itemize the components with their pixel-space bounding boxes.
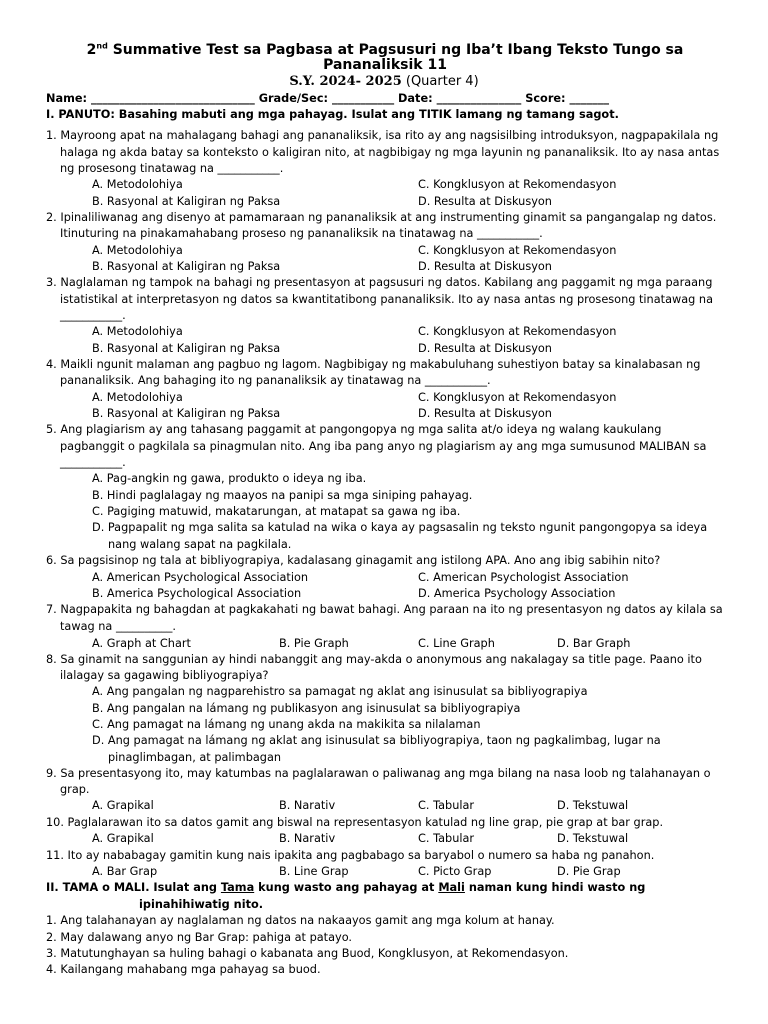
question-1-text: halaga ng akda batay sa konteksto o kaligiran nito, at nagbibigay ng mga layunin ng pananaliksik. Ito ay nasa antas xyxy=(60,146,720,159)
choice-6c: C. American Psychologist Association xyxy=(418,571,629,584)
choice-1c: C. Kongklusyon at Rekomendasyon xyxy=(418,178,617,191)
question-7-text: 7. Nagpapakita ng bahagdan at pagkakahati ng bawat bahagi. Ang paraan na ito ng presentasyon ng datos ay kilala sa xyxy=(46,603,723,616)
question-2-text: Itinuturing na pinakamahabang proseso ng pananaliksik na tinatawag na ___________. xyxy=(60,227,543,240)
part2-instruction: II. TAMA o MALI. Isulat ang Tama kung wasto ang pahayag at Mali naman kung hindi wasto ng xyxy=(46,881,646,894)
question-1-text: 1. Mayroong apat na mahalagang bahagi ang pananaliksik, isa rito ay ang nagsisilbing introduksyon, nagpapakilala ng xyxy=(46,129,719,142)
part1-instruction: I. PANUTO: Basahing mabuti ang mga pahayag. Isulat ang TITIK lamang ng tamang sagot. xyxy=(46,108,619,121)
choice-6a: A. American Psychological Association xyxy=(92,571,309,584)
question-3-text: istatistikal at interpretasyon ng datos sa kwantitatibong pananaliksik. Ito ay nasa antas ng prosesong tinatawag na xyxy=(60,293,713,306)
choice-9b: B. Narativ xyxy=(279,799,336,812)
question-8-text: 8. Sa ginamit na sanggunian ay hindi nabanggit ang may-akda o anonymous ang nakalagay sa title page. Paano ito xyxy=(46,653,702,666)
choice-7a: A. Graph at Chart xyxy=(92,637,191,650)
choice-7b: B. Pie Graph xyxy=(279,637,349,650)
choice-6b: B. America Psychological Association xyxy=(92,587,302,600)
part2-instruction-line2: ipinahihiwatig nito. xyxy=(139,898,264,911)
true-false-item-1: 1. Ang talahanayan ay naglalaman ng datos na nakaayos gamit ang mga kolum at hanay. xyxy=(46,914,555,927)
choice-5d: D. Pagpapalit ng mga salita sa katulad na wika o kaya ay pagsasalin ng teksto ngunit pangongopya sa ideya xyxy=(92,521,708,534)
choice-11c: C. Picto Grap xyxy=(418,865,492,878)
choice-2a: A. Metodolohiya xyxy=(92,244,183,257)
true-false-item-2: 2. May dalawang anyo ng Bar Grap: pahiga at patayo. xyxy=(46,931,352,944)
choice-10b: B. Narativ xyxy=(279,832,336,845)
choice-5c: C. Pagiging matuwid, makatarungan, at matapat sa gawa ng iba. xyxy=(92,505,461,518)
question-5-text: pagbanggit o pagkilala sa pinagmulan nito. Ang iba pang anyo ng plagiarism ay ang mga sumusunod MALIBAN sa xyxy=(60,440,707,453)
choice-8a: A. Ang pangalan ng nagparehistro sa pamagat ng aklat ang isinusulat sa bibliyograpiya xyxy=(92,685,588,698)
choice-10c: C. Tabular xyxy=(418,832,475,845)
choice-2b: B. Rasyonal at Kaligiran ng Paksa xyxy=(92,260,281,273)
choice-8c: C. Ang pamagat na lámang ng unang akda na makikita sa nilalaman xyxy=(92,718,481,731)
choice-2c: C. Kongklusyon at Rekomendasyon xyxy=(418,244,617,257)
question-5-text: ___________. xyxy=(60,456,126,469)
choice-11b: B. Line Grap xyxy=(279,865,349,878)
choice-3a: A. Metodolohiya xyxy=(92,325,183,338)
question-3-text: ___________. xyxy=(60,309,126,322)
choice-9a: A. Grapikal xyxy=(92,799,154,812)
choice-1a: A. Metodolohiya xyxy=(92,178,183,191)
choice-11d: D. Pie Grap xyxy=(557,865,621,878)
choice-3c: C. Kongklusyon at Rekomendasyon xyxy=(418,325,617,338)
choice-4a: A. Metodolohiya xyxy=(92,391,183,404)
choice-4c: C. Kongklusyon at Rekomendasyon xyxy=(418,391,617,404)
choice-7c: C. Line Graph xyxy=(418,637,495,650)
student-info-line[interactable]: Name: _____________________________ Grade/Sec: ___________ Date: _______________ Score: _______ xyxy=(46,92,610,105)
question-5-text: 5. Ang plagiarism ay ang tahasang paggamit at pangongopya ng mga salita at/o ideya ng walang kaukulang xyxy=(46,423,662,436)
question-4-text: pananaliksik. Ang bahaging ito ng pananaliksik ay tinatawag na ___________. xyxy=(60,374,491,387)
test-title: 2nd Summative Test sa Pagbasa at Pagsusuri ng Iba’t Ibang Teksto Tungo sa xyxy=(86,41,684,58)
choice-10a: A. Grapikal xyxy=(92,832,154,845)
choice-9c: C. Tabular xyxy=(418,799,475,812)
choice-1b: B. Rasyonal at Kaligiran ng Paksa xyxy=(92,195,281,208)
choice-5a: A. Pag-angkin ng gawa, produkto o ideya ng iba. xyxy=(92,472,367,485)
question-6-text: 6. Sa pagsisinop ng tala at bibliyograpiya, kadalasang ginagamit ang istilong APA. Ano ang ibig sabihin nito? xyxy=(46,554,661,567)
question-9-text: 9. Sa presentasyong ito, may katumbas na paglalarawan o paliwanag ang mga bilang na nasa loob ng talahanayan o xyxy=(46,767,711,780)
question-8-text: ilalagay sa gagawing bibliyograpiya? xyxy=(60,669,269,682)
question-2-text: 2. Ipinaliliwanag ang disenyo at pamamaraan ng pananaliksik at ang instrumenting ginamit sa pangangalap ng datos. xyxy=(46,211,717,224)
test-title-line2: Pananaliksik 11 xyxy=(323,57,447,73)
true-false-item-3: 3. Matutunghayan sa huling bahagi o kabanata ang Buod, Kongklusyon, at Rekomendasyon. xyxy=(46,947,569,960)
choice-4b: B. Rasyonal at Kaligiran ng Paksa xyxy=(92,407,281,420)
question-3-text: 3. Naglalaman ng tampok na bahagi ng presentasyon at pagsusuri ng datos. Kabilang ang paggamit ng mga paraang xyxy=(46,276,713,289)
question-1-text: ng prosesong tinatawag na ___________. xyxy=(60,162,284,175)
question-7-text: tawag na __________. xyxy=(60,620,177,633)
choice-6d: D. America Psychology Association xyxy=(418,587,616,600)
choice-1d: D. Resulta at Diskusyon xyxy=(418,195,552,208)
choice-5d: nang walang sapat na pagkilala. xyxy=(108,538,292,551)
choice-10d: D. Tekstuwal xyxy=(557,832,629,845)
choice-8d: D. Ang pamagat na lámang ng aklat ang isinusulat sa bibliyograpiya, taon ng pagkalimbag, lugar na xyxy=(92,734,661,747)
true-false-item-4: 4. Kailangang mahabang mga pahayag sa buod. xyxy=(46,963,321,976)
question-4-text: 4. Maikli ngunit malaman ang pagbuo ng lagom. Nagbibigay ng makabuluhang suhestiyon batay sa kinalabasan ng xyxy=(46,358,701,371)
choice-3b: B. Rasyonal at Kaligiran ng Paksa xyxy=(92,342,281,355)
choice-5b: B. Hindi paglalagay ng maayos na panipi sa mga siniping pahayag. xyxy=(92,489,473,502)
choice-4d: D. Resulta at Diskusyon xyxy=(418,407,552,420)
choice-11a: A. Bar Grap xyxy=(92,865,158,878)
choice-7d: D. Bar Graph xyxy=(557,637,631,650)
choice-9d: D. Tekstuwal xyxy=(557,799,629,812)
question-9-text: grap. xyxy=(60,783,90,796)
school-year: S.Y. 2024- 2025 (Quarter 4) xyxy=(289,74,479,89)
choice-2d: D. Resulta at Diskusyon xyxy=(418,260,552,273)
question-11-text: 11. Ito ay nababagay gamitin kung nais ipakita ang pagbabago sa baryabol o numero sa haba ng panahon. xyxy=(46,849,655,862)
choice-3d: D. Resulta at Diskusyon xyxy=(418,342,552,355)
choice-8d: pinaglimbagan, at palimbagan xyxy=(108,751,282,764)
question-10-text: 10. Paglalarawan ito sa datos gamit ang biswal na representasyon katulad ng line grap, pie grap at bar grap. xyxy=(46,816,664,829)
choice-8b: B. Ang pangalan na lámang ng publikasyon ang isinusulat sa bibliyograpiya xyxy=(92,702,521,715)
